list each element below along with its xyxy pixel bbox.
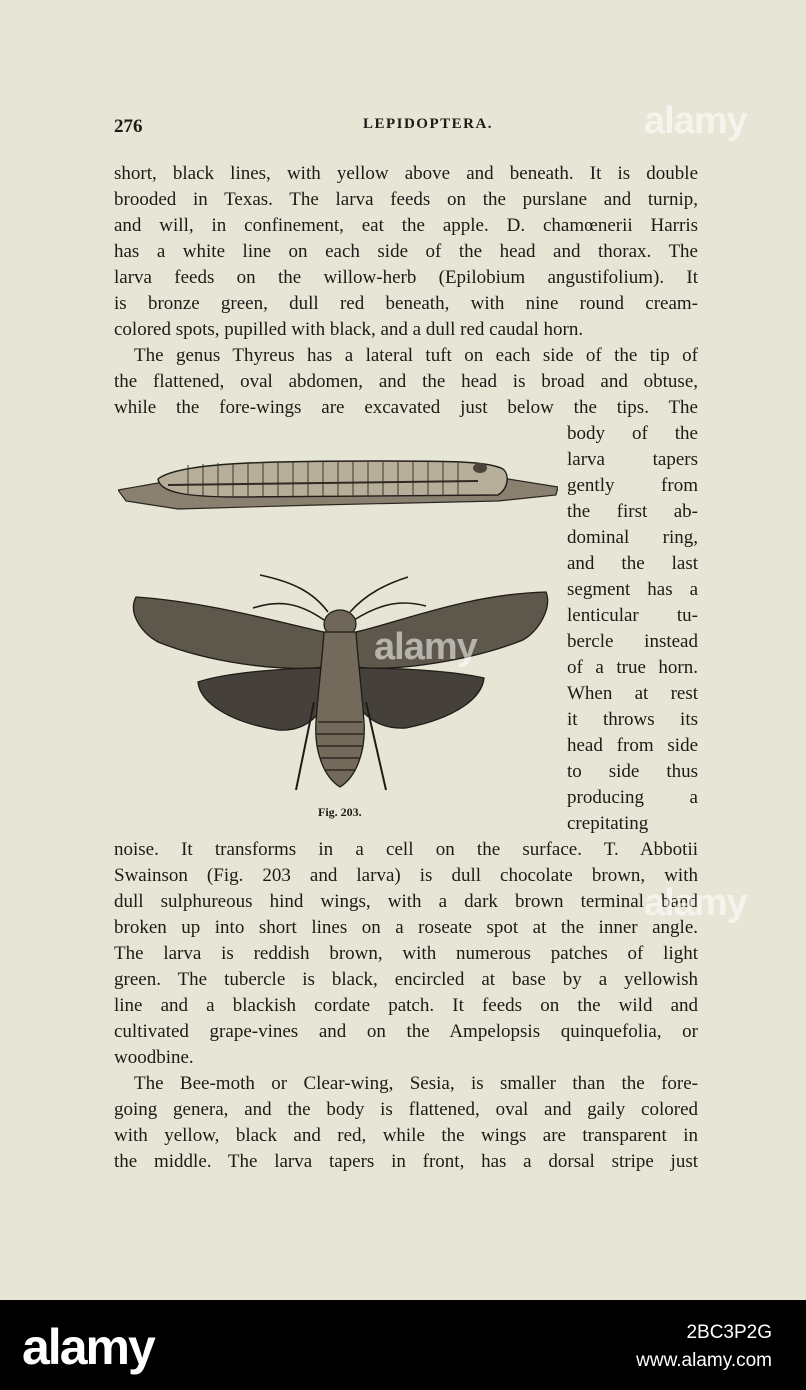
larva-illustration (118, 455, 558, 525)
side-text-line: the first ab- (567, 501, 698, 522)
text-line: line and a blackish cordate patch. It feeds on the wild and (114, 995, 698, 1016)
text-line: Swainson (Fig. 203 and larva) is dull chocolate brown, with (114, 865, 698, 886)
text-line: green. The tubercle is black, encircled at base by a yellowish (114, 969, 698, 990)
side-text-line: dominal ring, (567, 527, 698, 548)
text-line: short, black lines, with yellow above and beneath. It is double (114, 163, 698, 184)
side-text-line: body of the (567, 423, 698, 444)
text-line: The larva is reddish brown, with numerous patches of light (114, 943, 698, 964)
text-line: with yellow, black and red, while the wings are transparent in (114, 1125, 698, 1146)
side-text-line: gently from (567, 475, 698, 496)
text-line: noise. It transforms in a cell on the surface. T. Abbotii (114, 839, 698, 860)
text-line: has a white line on each side of the head and thorax. The (114, 241, 698, 262)
figure-caption: Fig. 203. (318, 805, 362, 819)
text-line: the middle. The larva tapers in front, has a dorsal stripe just (114, 1151, 698, 1172)
text-line: cultivated grape-vines and on the Ampelopsis quinquefolia, or (114, 1021, 698, 1042)
page-header (114, 116, 698, 140)
text-line: going genera, and the body is flattened, oval and gaily colored (114, 1099, 698, 1120)
image-id: 2BC3P2G (686, 1322, 772, 1343)
text-line: the flattened, oval abdomen, and the head is broad and obtuse, (114, 371, 698, 392)
text-line: The Bee-moth or Clear-wing, Sesia, is smaller than the fore- (134, 1073, 698, 1094)
text-line: brooded in Texas. The larva feeds on the purslane and turnip, (114, 189, 698, 210)
side-text-line: producing a (567, 787, 698, 808)
text-line: while the fore-wings are excavated just below the tips. The (114, 397, 698, 418)
side-text-line: segment has a (567, 579, 698, 600)
side-text-line: bercle instead (567, 631, 698, 652)
text-line: colored spots, pupilled with black, and a dull red caudal horn. (114, 319, 584, 340)
side-text-line: of a true horn. (567, 657, 698, 678)
text-line: is bronze green, dull red beneath, with nine round cream- (114, 293, 698, 314)
text-line: and will, in confinement, eat the apple. D. chamœnerii Harris (114, 215, 698, 236)
running-head: LEPIDOPTERA. (362, 116, 494, 132)
text-line: broken up into short lines on a roseate spot at the inner angle. (114, 917, 698, 938)
side-text-line: it throws its (567, 709, 698, 730)
side-text-line: and the last (567, 553, 698, 574)
page-number: 276 (114, 116, 143, 137)
watermark: alamy (644, 100, 747, 142)
watermark: alamy (644, 882, 747, 924)
side-text-line: lenticular tu- (567, 605, 698, 626)
side-text-line: larva tapers (567, 449, 698, 470)
side-text-line: head from side (567, 735, 698, 756)
text-line: larva feeds on the willow-herb (Epilobium angustifolium). It (114, 267, 698, 288)
text-line: The genus Thyreus has a lateral tuft on each side of the tip of (134, 345, 698, 366)
side-text-line: crepitating (567, 813, 649, 834)
text-line: dull sulphureous hind wings, with a dark brown terminal band (114, 891, 698, 912)
text-line: woodbine. (114, 1047, 194, 1068)
alamy-logo: alamy (22, 1319, 154, 1375)
side-text-line: When at rest (567, 683, 698, 704)
moth-illustration (128, 572, 552, 794)
watermark: alamy (374, 626, 477, 668)
site-url[interactable]: www.alamy.com (636, 1350, 772, 1371)
side-text-line: to side thus (567, 761, 698, 782)
